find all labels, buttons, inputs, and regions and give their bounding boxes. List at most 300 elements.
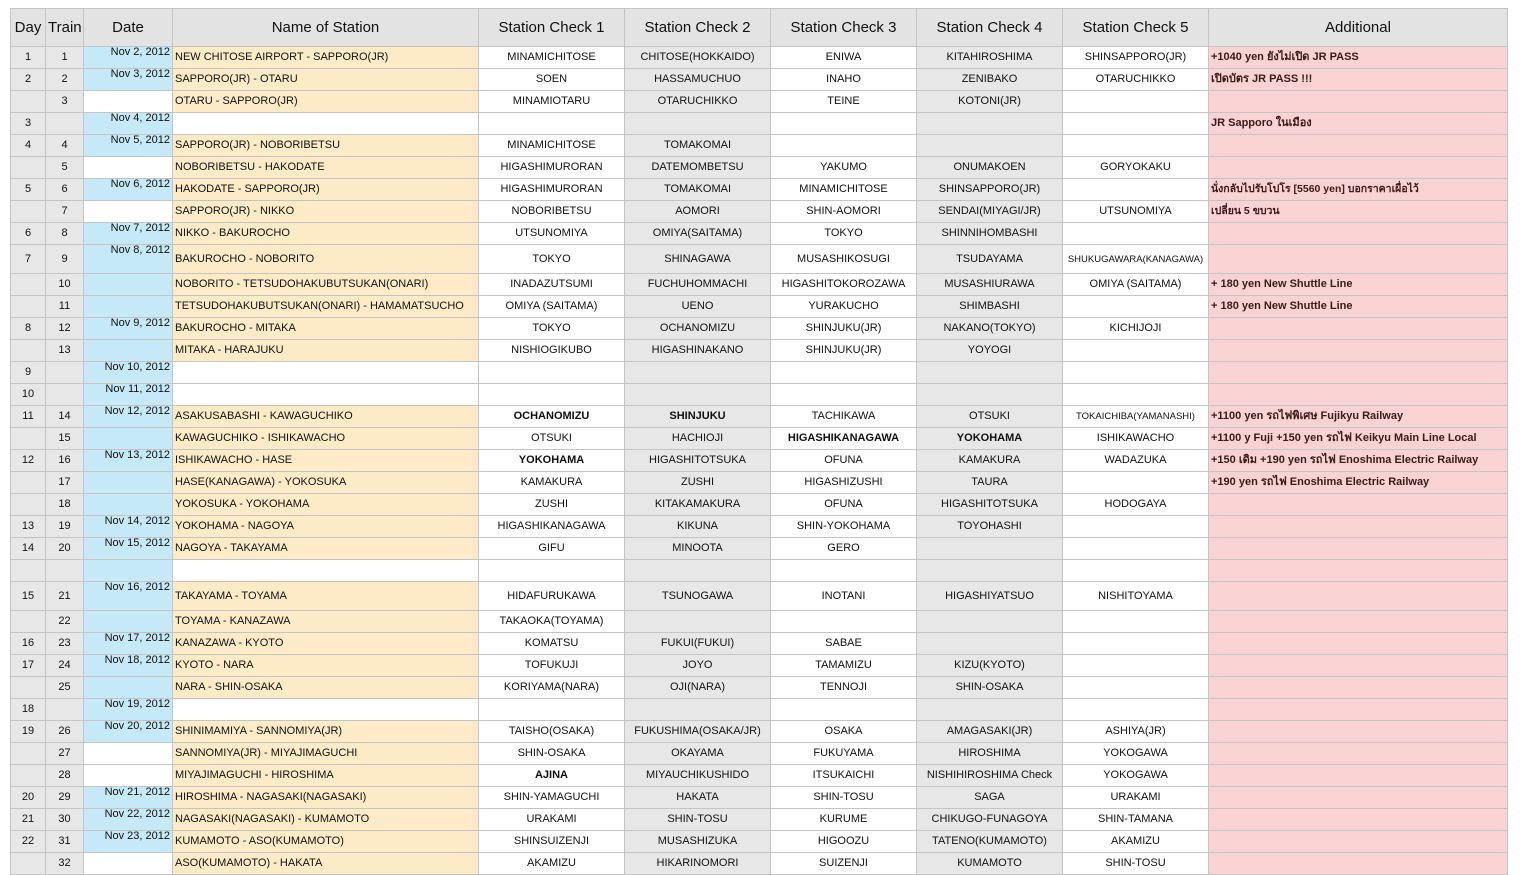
cell-station-check-1[interactable]: MINAMIOTARU (479, 91, 625, 113)
cell-day[interactable] (11, 765, 46, 787)
cell-station-check-2[interactable] (625, 362, 771, 384)
cell-additional[interactable] (1209, 494, 1508, 516)
cell-station-check-2[interactable]: HAKATA (625, 787, 771, 809)
header-station-check-3[interactable]: Station Check 3 (771, 9, 917, 47)
cell-date[interactable] (84, 494, 173, 516)
cell-station-check-3[interactable] (771, 384, 917, 406)
cell-name-of-station[interactable]: NOBORITO - TETSUDOHAKUBUTSUKAN(ONARI) (173, 274, 479, 296)
cell-date[interactable]: Nov 19, 2012 (84, 699, 173, 721)
cell-station-check-3[interactable]: TACHIKAWA (771, 406, 917, 428)
cell-date[interactable]: Nov 13, 2012 (84, 450, 173, 472)
cell-name-of-station[interactable] (173, 362, 479, 384)
cell-train[interactable]: 30 (46, 809, 84, 831)
cell-name-of-station[interactable]: BAKUROCHO - NOBORITO (173, 245, 479, 274)
cell-station-check-3[interactable]: YURAKUCHO (771, 296, 917, 318)
cell-station-check-3[interactable]: HIGASHIKANAGAWA (771, 428, 917, 450)
cell-day[interactable]: 15 (11, 582, 46, 611)
cell-additional[interactable] (1209, 340, 1508, 362)
cell-day[interactable]: 14 (11, 538, 46, 560)
cell-station-check-1[interactable] (479, 384, 625, 406)
cell-station-check-1[interactable]: HIGASHIMURORAN (479, 157, 625, 179)
cell-station-check-3[interactable] (771, 611, 917, 633)
cell-station-check-2[interactable]: MINOOTA (625, 538, 771, 560)
cell-station-check-4[interactable]: SENDAI(MIYAGI/JR) (917, 201, 1063, 223)
header-station-check-1[interactable]: Station Check 1 (479, 9, 625, 47)
header-additional[interactable]: Additional (1209, 9, 1508, 47)
cell-station-check-2[interactable] (625, 384, 771, 406)
cell-station-check-2[interactable]: SHINJUKU (625, 406, 771, 428)
cell-station-check-1[interactable] (479, 560, 625, 582)
cell-train[interactable]: 21 (46, 582, 84, 611)
cell-day[interactable] (11, 201, 46, 223)
cell-station-check-5[interactable] (1063, 699, 1209, 721)
cell-station-check-2[interactable]: FUKUSHIMA(OSAKA/JR) (625, 721, 771, 743)
cell-day[interactable] (11, 853, 46, 875)
cell-station-check-3[interactable]: FUKUYAMA (771, 743, 917, 765)
cell-station-check-1[interactable]: UTSUNOMIYA (479, 223, 625, 245)
cell-train[interactable] (46, 699, 84, 721)
cell-additional[interactable] (1209, 721, 1508, 743)
cell-station-check-5[interactable]: HODOGAYA (1063, 494, 1209, 516)
cell-train[interactable]: 29 (46, 787, 84, 809)
cell-date[interactable]: Nov 3, 2012 (84, 69, 173, 91)
cell-name-of-station[interactable]: YOKOSUKA - YOKOHAMA (173, 494, 479, 516)
cell-station-check-5[interactable] (1063, 633, 1209, 655)
cell-station-check-1[interactable]: TOKYO (479, 245, 625, 274)
cell-train[interactable]: 11 (46, 296, 84, 318)
cell-additional[interactable] (1209, 831, 1508, 853)
cell-station-check-3[interactable]: SHINJUKU(JR) (771, 340, 917, 362)
cell-station-check-4[interactable]: HIGASHITOTSUKA (917, 494, 1063, 516)
cell-station-check-5[interactable]: GORYOKAKU (1063, 157, 1209, 179)
cell-station-check-2[interactable]: SHIN-TOSU (625, 809, 771, 831)
cell-station-check-2[interactable] (625, 611, 771, 633)
cell-additional[interactable] (1209, 743, 1508, 765)
cell-station-check-5[interactable]: ISHIKAWACHO (1063, 428, 1209, 450)
cell-station-check-1[interactable]: MINAMICHITOSE (479, 47, 625, 69)
cell-day[interactable]: 18 (11, 699, 46, 721)
cell-station-check-5[interactable] (1063, 296, 1209, 318)
cell-name-of-station[interactable]: KYOTO - NARA (173, 655, 479, 677)
cell-day[interactable]: 13 (11, 516, 46, 538)
cell-day[interactable]: 1 (11, 47, 46, 69)
cell-date[interactable] (84, 677, 173, 699)
cell-station-check-3[interactable]: SHIN-YOKOHAMA (771, 516, 917, 538)
cell-day[interactable]: 22 (11, 831, 46, 853)
cell-station-check-4[interactable]: SHIMBASHI (917, 296, 1063, 318)
cell-date[interactable]: Nov 20, 2012 (84, 721, 173, 743)
cell-date[interactable]: Nov 8, 2012 (84, 245, 173, 274)
cell-station-check-3[interactable]: TEINE (771, 91, 917, 113)
cell-name-of-station[interactable]: KAWAGUCHIKO - ISHIKAWACHO (173, 428, 479, 450)
cell-day[interactable] (11, 611, 46, 633)
cell-name-of-station[interactable] (173, 699, 479, 721)
cell-name-of-station[interactable]: TAKAYAMA - TOYAMA (173, 582, 479, 611)
cell-station-check-5[interactable]: OTARUCHIKKO (1063, 69, 1209, 91)
cell-station-check-4[interactable]: HIGASHIYATSUO (917, 582, 1063, 611)
cell-day[interactable]: 11 (11, 406, 46, 428)
cell-station-check-2[interactable]: SHINAGAWA (625, 245, 771, 274)
cell-train[interactable]: 8 (46, 223, 84, 245)
cell-day[interactable]: 17 (11, 655, 46, 677)
cell-date[interactable]: Nov 22, 2012 (84, 809, 173, 831)
cell-station-check-3[interactable]: SABAE (771, 633, 917, 655)
cell-station-check-5[interactable] (1063, 223, 1209, 245)
cell-station-check-2[interactable]: KITAKAMAKURA (625, 494, 771, 516)
cell-station-check-5[interactable]: ASHIYA(JR) (1063, 721, 1209, 743)
cell-station-check-5[interactable]: WADAZUKA (1063, 450, 1209, 472)
cell-station-check-5[interactable] (1063, 91, 1209, 113)
cell-station-check-4[interactable]: TATENO(KUMAMOTO) (917, 831, 1063, 853)
cell-station-check-3[interactable]: KURUME (771, 809, 917, 831)
cell-station-check-1[interactable]: TAISHO(OSAKA) (479, 721, 625, 743)
cell-station-check-1[interactable] (479, 362, 625, 384)
cell-date[interactable]: Nov 16, 2012 (84, 582, 173, 611)
cell-name-of-station[interactable]: SAPPORO(JR) - OTARU (173, 69, 479, 91)
cell-station-check-1[interactable]: SHINSUIZENJI (479, 831, 625, 853)
cell-train[interactable]: 18 (46, 494, 84, 516)
cell-station-check-2[interactable]: OTARUCHIKKO (625, 91, 771, 113)
cell-station-check-1[interactable] (479, 113, 625, 135)
cell-station-check-1[interactable]: TOFUKUJI (479, 655, 625, 677)
cell-station-check-2[interactable]: FUCHUHOMMACHI (625, 274, 771, 296)
cell-station-check-4[interactable] (917, 611, 1063, 633)
cell-station-check-1[interactable] (479, 699, 625, 721)
cell-train[interactable]: 4 (46, 135, 84, 157)
cell-station-check-3[interactable]: INOTANI (771, 582, 917, 611)
cell-station-check-4[interactable]: NAKANO(TOKYO) (917, 318, 1063, 340)
cell-station-check-5[interactable]: NISHITOYAMA (1063, 582, 1209, 611)
cell-station-check-1[interactable]: SHIN-OSAKA (479, 743, 625, 765)
header-station-check-5[interactable]: Station Check 5 (1063, 9, 1209, 47)
cell-train[interactable]: 17 (46, 472, 84, 494)
cell-date[interactable] (84, 296, 173, 318)
cell-additional[interactable] (1209, 560, 1508, 582)
cell-additional[interactable]: นั่งกลับไปรับโปโร [5560 yen] บอกราคาเผื่อไว้ (1209, 179, 1508, 201)
cell-name-of-station[interactable]: NAGOYA - TAKAYAMA (173, 538, 479, 560)
cell-station-check-1[interactable]: YOKOHAMA (479, 450, 625, 472)
cell-station-check-3[interactable]: HIGASHITOKOROZAWA (771, 274, 917, 296)
cell-name-of-station[interactable]: TETSUDOHAKUBUTSUKAN(ONARI) - HAMAMATSUCHO (173, 296, 479, 318)
cell-station-check-4[interactable] (917, 113, 1063, 135)
cell-name-of-station[interactable]: SAPPORO(JR) - NIKKO (173, 201, 479, 223)
cell-station-check-5[interactable]: YOKOGAWA (1063, 743, 1209, 765)
cell-train[interactable]: 32 (46, 853, 84, 875)
cell-station-check-2[interactable]: OJI(NARA) (625, 677, 771, 699)
cell-date[interactable]: Nov 5, 2012 (84, 135, 173, 157)
cell-station-check-2[interactable]: TOMAKOMAI (625, 179, 771, 201)
cell-station-check-1[interactable]: AKAMIZU (479, 853, 625, 875)
cell-station-check-5[interactable] (1063, 135, 1209, 157)
cell-day[interactable]: 16 (11, 633, 46, 655)
header-station-check-2[interactable]: Station Check 2 (625, 9, 771, 47)
cell-station-check-5[interactable]: UTSUNOMIYA (1063, 201, 1209, 223)
cell-station-check-3[interactable]: HIGASHIZUSHI (771, 472, 917, 494)
cell-day[interactable] (11, 560, 46, 582)
cell-train[interactable]: 27 (46, 743, 84, 765)
cell-station-check-4[interactable]: KAMAKURA (917, 450, 1063, 472)
cell-station-check-3[interactable]: OSAKA (771, 721, 917, 743)
cell-date[interactable] (84, 853, 173, 875)
cell-station-check-3[interactable]: TAMAMIZU (771, 655, 917, 677)
cell-name-of-station[interactable]: BAKUROCHO - MITAKA (173, 318, 479, 340)
cell-station-check-4[interactable]: KUMAMOTO (917, 853, 1063, 875)
cell-station-check-5[interactable]: SHIN-TOSU (1063, 853, 1209, 875)
header-name-of-station[interactable]: Name of Station (173, 9, 479, 47)
cell-station-check-1[interactable]: HIGASHIKANAGAWA (479, 516, 625, 538)
cell-date[interactable] (84, 157, 173, 179)
cell-additional[interactable]: +1100 y Fuji +150 yen รถไฟ Keikyu Main Line Local (1209, 428, 1508, 450)
cell-train[interactable] (46, 560, 84, 582)
cell-additional[interactable]: +190 yen รถไฟ Enoshima Electric Railway (1209, 472, 1508, 494)
cell-station-check-1[interactable]: OCHANOMIZU (479, 406, 625, 428)
cell-day[interactable] (11, 428, 46, 450)
cell-station-check-4[interactable]: CHIKUGO-FUNAGOYA (917, 809, 1063, 831)
cell-station-check-3[interactable] (771, 362, 917, 384)
cell-station-check-4[interactable] (917, 538, 1063, 560)
cell-station-check-1[interactable]: MINAMICHITOSE (479, 135, 625, 157)
cell-name-of-station[interactable]: HASE(KANAGAWA) - YOKOSUKA (173, 472, 479, 494)
cell-station-check-3[interactable] (771, 113, 917, 135)
cell-day[interactable] (11, 677, 46, 699)
cell-station-check-4[interactable]: YOYOGI (917, 340, 1063, 362)
cell-name-of-station[interactable] (173, 113, 479, 135)
cell-station-check-2[interactable]: HACHIOJI (625, 428, 771, 450)
cell-station-check-4[interactable]: MUSASHIURAWA (917, 274, 1063, 296)
cell-station-check-3[interactable]: OFUNA (771, 494, 917, 516)
cell-train[interactable]: 15 (46, 428, 84, 450)
cell-station-check-3[interactable]: OFUNA (771, 450, 917, 472)
cell-train[interactable] (46, 384, 84, 406)
cell-day[interactable] (11, 274, 46, 296)
cell-train[interactable]: 20 (46, 538, 84, 560)
cell-name-of-station[interactable]: KANAZAWA - KYOTO (173, 633, 479, 655)
cell-additional[interactable] (1209, 655, 1508, 677)
cell-name-of-station[interactable]: ASO(KUMAMOTO) - HAKATA (173, 853, 479, 875)
cell-station-check-5[interactable]: SHUKUGAWARA(KANAGAWA) (1063, 245, 1209, 274)
header-train[interactable]: Train (46, 9, 84, 47)
cell-additional[interactable] (1209, 853, 1508, 875)
cell-train[interactable]: 9 (46, 245, 84, 274)
cell-station-check-3[interactable]: MUSASHIKOSUGI (771, 245, 917, 274)
cell-additional[interactable] (1209, 699, 1508, 721)
cell-station-check-4[interactable]: TOYOHASHI (917, 516, 1063, 538)
cell-station-check-3[interactable] (771, 135, 917, 157)
cell-station-check-4[interactable] (917, 362, 1063, 384)
cell-name-of-station[interactable]: SAPPORO(JR) - NOBORIBETSU (173, 135, 479, 157)
header-station-check-4[interactable]: Station Check 4 (917, 9, 1063, 47)
cell-train[interactable]: 25 (46, 677, 84, 699)
cell-station-check-5[interactable] (1063, 113, 1209, 135)
cell-additional[interactable]: + 180 yen New Shuttle Line (1209, 274, 1508, 296)
cell-station-check-1[interactable]: KORIYAMA(NARA) (479, 677, 625, 699)
cell-station-check-4[interactable]: ZENIBAKO (917, 69, 1063, 91)
cell-station-check-2[interactable]: HIGASHINAKANO (625, 340, 771, 362)
cell-day[interactable] (11, 340, 46, 362)
cell-station-check-5[interactable]: KICHIJOJI (1063, 318, 1209, 340)
cell-station-check-2[interactable] (625, 113, 771, 135)
cell-station-check-1[interactable]: HIDAFURUKAWA (479, 582, 625, 611)
cell-station-check-4[interactable]: SHINSAPPORO(JR) (917, 179, 1063, 201)
cell-additional[interactable] (1209, 318, 1508, 340)
cell-additional[interactable] (1209, 135, 1508, 157)
cell-additional[interactable] (1209, 787, 1508, 809)
cell-train[interactable]: 12 (46, 318, 84, 340)
cell-day[interactable]: 3 (11, 113, 46, 135)
cell-additional[interactable]: +150 เดิม +190 yen รถไฟ Enoshima Electric Railway (1209, 450, 1508, 472)
cell-station-check-2[interactable]: OCHANOMIZU (625, 318, 771, 340)
cell-station-check-4[interactable]: KITAHIROSHIMA (917, 47, 1063, 69)
cell-station-check-3[interactable]: GERO (771, 538, 917, 560)
cell-station-check-1[interactable]: NOBORIBETSU (479, 201, 625, 223)
cell-name-of-station[interactable]: TOYAMA - KANAZAWA (173, 611, 479, 633)
cell-station-check-2[interactable]: DATEMOMBETSU (625, 157, 771, 179)
cell-station-check-2[interactable] (625, 560, 771, 582)
cell-date[interactable]: Nov 11, 2012 (84, 384, 173, 406)
cell-station-check-3[interactable]: HIGOOZU (771, 831, 917, 853)
cell-station-check-5[interactable] (1063, 384, 1209, 406)
cell-station-check-3[interactable] (771, 560, 917, 582)
cell-station-check-1[interactable]: INADAZUTSUMI (479, 274, 625, 296)
cell-station-check-3[interactable]: TENNOJI (771, 677, 917, 699)
cell-station-check-3[interactable]: ITSUKAICHI (771, 765, 917, 787)
cell-train[interactable]: 22 (46, 611, 84, 633)
cell-station-check-5[interactable]: TOKAICHIBA(YAMANASHI) (1063, 406, 1209, 428)
cell-station-check-4[interactable] (917, 384, 1063, 406)
cell-train[interactable]: 24 (46, 655, 84, 677)
cell-day[interactable]: 5 (11, 179, 46, 201)
cell-train[interactable]: 13 (46, 340, 84, 362)
cell-date[interactable] (84, 428, 173, 450)
cell-station-check-1[interactable]: ZUSHI (479, 494, 625, 516)
cell-station-check-2[interactable]: OKAYAMA (625, 743, 771, 765)
cell-name-of-station[interactable] (173, 384, 479, 406)
cell-station-check-4[interactable]: KIZU(KYOTO) (917, 655, 1063, 677)
cell-day[interactable]: 19 (11, 721, 46, 743)
cell-additional[interactable] (1209, 611, 1508, 633)
cell-name-of-station[interactable]: NIKKO - BAKUROCHO (173, 223, 479, 245)
cell-station-check-5[interactable] (1063, 340, 1209, 362)
cell-station-check-4[interactable]: HIROSHIMA (917, 743, 1063, 765)
cell-train[interactable]: 1 (46, 47, 84, 69)
cell-day[interactable]: 9 (11, 362, 46, 384)
cell-name-of-station[interactable] (173, 560, 479, 582)
cell-station-check-2[interactable] (625, 699, 771, 721)
cell-station-check-2[interactable]: HASSAMUCHUO (625, 69, 771, 91)
cell-station-check-5[interactable]: YOKOGAWA (1063, 765, 1209, 787)
cell-date[interactable] (84, 560, 173, 582)
cell-day[interactable]: 7 (11, 245, 46, 274)
cell-station-check-4[interactable]: TSUDAYAMA (917, 245, 1063, 274)
cell-station-check-2[interactable]: AOMORI (625, 201, 771, 223)
cell-additional[interactable] (1209, 91, 1508, 113)
cell-station-check-1[interactable]: TOKYO (479, 318, 625, 340)
cell-day[interactable]: 4 (11, 135, 46, 157)
cell-additional[interactable] (1209, 538, 1508, 560)
cell-train[interactable]: 16 (46, 450, 84, 472)
cell-station-check-1[interactable]: OMIYA (SAITAMA) (479, 296, 625, 318)
cell-station-check-4[interactable] (917, 135, 1063, 157)
cell-additional[interactable] (1209, 384, 1508, 406)
cell-station-check-2[interactable]: ZUSHI (625, 472, 771, 494)
cell-name-of-station[interactable]: MITAKA - HARAJUKU (173, 340, 479, 362)
cell-station-check-3[interactable]: MINAMICHITOSE (771, 179, 917, 201)
cell-station-check-5[interactable] (1063, 611, 1209, 633)
cell-station-check-5[interactable] (1063, 362, 1209, 384)
cell-day[interactable] (11, 743, 46, 765)
cell-name-of-station[interactable]: ISHIKAWACHO - HASE (173, 450, 479, 472)
cell-station-check-2[interactable]: FUKUI(FUKUI) (625, 633, 771, 655)
cell-name-of-station[interactable]: NARA - SHIN-OSAKA (173, 677, 479, 699)
cell-station-check-4[interactable]: YOKOHAMA (917, 428, 1063, 450)
cell-station-check-2[interactable]: MIYAUCHIKUSHIDO (625, 765, 771, 787)
cell-day[interactable]: 10 (11, 384, 46, 406)
cell-station-check-4[interactable]: SHINNIHOMBASHI (917, 223, 1063, 245)
cell-station-check-2[interactable]: CHITOSE(HOKKAIDO) (625, 47, 771, 69)
cell-station-check-2[interactable]: KIKUNA (625, 516, 771, 538)
cell-date[interactable]: Nov 6, 2012 (84, 179, 173, 201)
cell-name-of-station[interactable]: SANNOMIYA(JR) - MIYAJIMAGUCHI (173, 743, 479, 765)
cell-station-check-3[interactable]: SHIN-TOSU (771, 787, 917, 809)
cell-train[interactable]: 5 (46, 157, 84, 179)
cell-station-check-2[interactable]: JOYO (625, 655, 771, 677)
cell-station-check-4[interactable]: SAGA (917, 787, 1063, 809)
cell-train[interactable]: 3 (46, 91, 84, 113)
cell-train[interactable]: 6 (46, 179, 84, 201)
cell-name-of-station[interactable]: MIYAJIMAGUCHI - HIROSHIMA (173, 765, 479, 787)
cell-day[interactable] (11, 472, 46, 494)
cell-train[interactable]: 26 (46, 721, 84, 743)
cell-date[interactable]: Nov 2, 2012 (84, 47, 173, 69)
cell-station-check-3[interactable]: TOKYO (771, 223, 917, 245)
cell-station-check-4[interactable] (917, 560, 1063, 582)
cell-date[interactable]: Nov 15, 2012 (84, 538, 173, 560)
cell-additional[interactable]: JR Sapporo ในเมือง (1209, 113, 1508, 135)
cell-train[interactable]: 19 (46, 516, 84, 538)
cell-name-of-station[interactable]: HAKODATE - SAPPORO(JR) (173, 179, 479, 201)
cell-name-of-station[interactable]: YOKOHAMA - NAGOYA (173, 516, 479, 538)
cell-date[interactable]: Nov 9, 2012 (84, 318, 173, 340)
cell-train[interactable]: 10 (46, 274, 84, 296)
cell-station-check-5[interactable]: OMIYA (SAITAMA) (1063, 274, 1209, 296)
cell-station-check-1[interactable]: TAKAOKA(TOYAMA) (479, 611, 625, 633)
cell-date[interactable] (84, 274, 173, 296)
cell-station-check-1[interactable]: OTSUKI (479, 428, 625, 450)
cell-date[interactable] (84, 765, 173, 787)
cell-additional[interactable] (1209, 245, 1508, 274)
header-date[interactable]: Date (84, 9, 173, 47)
cell-station-check-5[interactable] (1063, 516, 1209, 538)
cell-station-check-5[interactable]: SHINSAPPORO(JR) (1063, 47, 1209, 69)
cell-train[interactable]: 31 (46, 831, 84, 853)
cell-station-check-5[interactable] (1063, 677, 1209, 699)
cell-date[interactable] (84, 743, 173, 765)
cell-station-check-2[interactable]: UENO (625, 296, 771, 318)
cell-date[interactable]: Nov 4, 2012 (84, 113, 173, 135)
cell-station-check-2[interactable]: TSUNOGAWA (625, 582, 771, 611)
cell-train[interactable]: 23 (46, 633, 84, 655)
cell-station-check-5[interactable]: URAKAMI (1063, 787, 1209, 809)
cell-train[interactable]: 7 (46, 201, 84, 223)
cell-station-check-3[interactable]: SUIZENJI (771, 853, 917, 875)
cell-station-check-3[interactable]: ENIWA (771, 47, 917, 69)
cell-date[interactable] (84, 201, 173, 223)
cell-station-check-4[interactable]: OTSUKI (917, 406, 1063, 428)
cell-name-of-station[interactable]: NAGASAKI(NAGASAKI) - KUMAMOTO (173, 809, 479, 831)
cell-station-check-5[interactable] (1063, 538, 1209, 560)
cell-additional[interactable] (1209, 677, 1508, 699)
cell-train[interactable] (46, 362, 84, 384)
